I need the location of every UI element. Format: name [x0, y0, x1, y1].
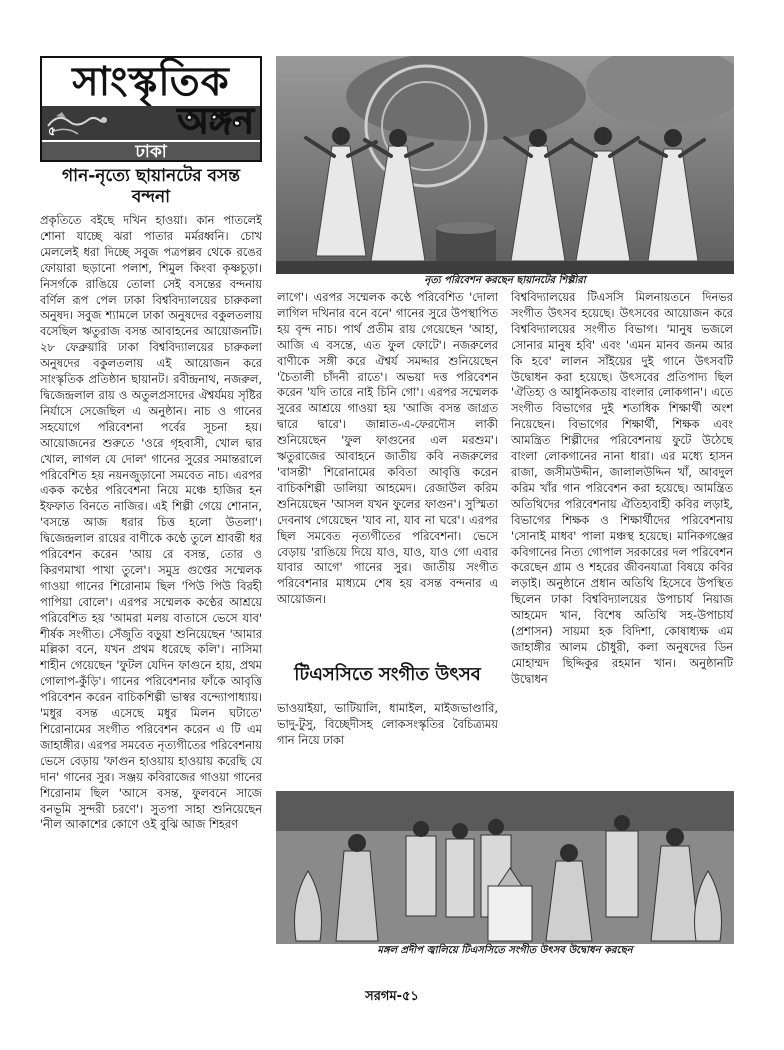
section-title-line1: সাংস্কৃতিক — [72, 59, 230, 105]
inauguration-photo-illustration-icon — [276, 791, 734, 944]
svg-text:৫: ৫ — [48, 124, 56, 138]
photo2-caption: মঙ্গল প্রদীপ জ্বালিয়ে টিএসসিতে সংগীত উৎসব উদ্বোধন করছেন — [377, 945, 633, 956]
section-masthead — [40, 56, 262, 162]
article2-column3: বিশ্ববিদ্যালয়ের টিএসসি মিলনায়তনে দিনভর সংগীত উৎসব হয়েছে। উৎসবের আয়োজন করে বিশ্ববিদ্যালয়ের সংগীত বিভাগ। 'মানুষ ভজলে সোনার মানুষ হবি' এবং 'এমন মানব জনম আর কি হবে' লালন সাঁইয়ের দুই গানে উৎসবটি উদ্বোধন করা হয়েছে। উৎসবের প্রতিপাদ্য ছিল 'ঐতিহ্য ও আধুনিকতায় বাংলার লোকগান'। এতে সংগীত বিভাগের দুই শতাধিক শিক্ষার্থী অংশ নিয়েছেন। বিভাগের শিক্ষার্থী, শিক্ষক এবং আমন্ত্রিত শিল্পীদের পরিবেশনায় ফুটে উঠেছে বাংলা লোকগানের নানা ধারা। এর মধ্যে হাসন রাজা, জসীমউদ্দীন, জালালউদ্দিন খাঁ, আবদুল করিম খাঁর গান পরিবেশন করা হয়েছে। আমন্ত্রিত অতিথিদের পরিবেশনায় ঐতিহ্যবাহী কবির লড়াই, বিভাগের শিক্ষক ও শিক্ষার্থীদের পরিবেশনায় 'সোনাই মাধব' পালা মঞ্চস্থ হয়েছে। মানিকগঞ্জের কবিগানের নিত্য গোপাল সরকারের দল পরিবেশন করেছেন গ্রাম ও শহরের জীবনযাত্রা বিষয়ে কবির লড়াই। অনুষ্ঠানে প্রধান অতিথি হিসেবে উপস্থিত ছিলেন ঢাকা বিশ্ববিদ্যালয়ের উপাচার্য নিয়াজ আহমেদ খান, বিশেষ অতিথি সহ-উপাচার্য (প্রশাসন) সায়মা হক বিদিশা, কোষাধ্যক্ষ এম জাহাঙ্গীর আলম চৌধুরী, কলা অনুষদের ডিন মোহাম্মদ ছিদ্দিকুর রহমান খান। অনুষ্ঠানটি উদ্বোধন — [511, 290, 733, 686]
section-title-line2: অঙ্গন — [177, 101, 254, 142]
dance-performance-photo — [276, 56, 734, 274]
dance-photo-illustration-icon — [276, 56, 734, 274]
photo1-caption: নৃত্য পরিবেশন করছেন ছায়ানটের শিল্পীরা — [424, 275, 586, 286]
article1-column2: লাগে'। এরপর সম্মেলক কণ্ঠে পরিবেশিত 'দোলা লাগিল দখিনার বনে বনে' গানের সুরে উপস্থাপিত হয় বৃন্দ নাচ। পার্থ প্রতীম রায় গেয়েছেন 'আহা, আজি এ বসন্তে, এত ফুল ফোটে'। নজরুলের বাণীকে সঙ্গী করে ঐশ্বর্য সমদ্দার শুনিয়েছেন 'চৈতালী চাঁদনী রাতে'। অভয়া দত্ত পরিবেশন করেন 'যদি তারে নাই চিনি গো'। এরপর সম্মেলক সুরের আশ্রয়ে গাওয়া হয় 'আজি বসন্ত জাগ্রত দ্বারে দ্বারে'। জান্নাত-এ-ফেরদৌস লাকী শুনিয়েছেন 'ফুল ফাগুনের এল মরশুম'। ঋতুরাজের আবাহনে জাতীয় কবি নজরুলের 'বাসন্তী' শিরোনামের কবিতা আবৃত্তি করেন বাচিকশিল্পী ডালিয়া আহমেদ। রেজাউল করিম শুনিয়েছেন 'আসল যখন ফুলের ফাগুন'। সুস্মিতা দেবনাথ গেয়েছেন 'যাব না, যাব না ঘরে'। এরপর ছিল সমবেত নৃত্যগীতের পরিবেশনা। ভেসে বেড়ায় 'রাঙিয়ে দিয়ে যাও, যাও, যাও গো এবার যাবার আগে' গানের সুর। জাতীয় সংগীত পরিবেশনার মাধ্যমে শেষ হয় বসন্ত বন্দনার এ আয়োজন। — [277, 290, 498, 607]
lamp-lighting-photo — [276, 791, 734, 944]
article1-headline: গান-নৃত্যে ছায়ানটের বসন্ত বন্দনা — [62, 166, 240, 207]
article2-column-start: ভাওয়াইয়া, ভাটিয়ালি, ধামাইল, মাইজভাণ্ডারি, ভাদু-টুসু, বিচ্ছেদীসহ লোকসংস্কৃতির বৈচিত্র্যময় গান নিয়ে ঢাকা — [277, 701, 498, 747]
article2-headline: টিএসসিতে সংগীত উৎসব — [294, 664, 481, 685]
page-number: সরগম-৫১ — [365, 989, 419, 1004]
section-city: ঢাকা — [42, 142, 260, 162]
article1-column1: প্রকৃতিতে বইছে দখিন হাওয়া। কান পাতলেই শোনা যাচ্ছে ঝরা পাতার মর্মরধ্বনি। চোখ মেললেই ধরা দিচ্ছে সবুজ পত্রপল্লব থেকে রঙের ফোয়ারা ছড়ানো পলাশ, শিমুল কিংবা কৃষ্ণচূড়া। নিসর্গকে রাঙিয়ে তোলা সেই বসন্তের বন্দনায় বর্ণিল রূপ পেল ঢাকা বিশ্ববিদ্যালয়ের চারুকলা অনুষদ। সবুজ শ্যামলে ঢাকা অনুষদের বকুলতলায় বসেছিল ঋতুরাজ বসন্ত আবাহনের আয়োজনটি। ২৮ ফেব্রুয়ারি ঢাকা বিশ্ববিদ্যালয়ের চারুকলা অনুষদের বকুলতলায় এই আয়োজন করে সাংস্কৃতিক প্রতিষ্ঠান ছায়ানট। রবীন্দ্রনাথ, নজরুল, দ্বিজেন্দ্রলাল রায় ও অতুলপ্রসাদের ঐশ্বর্যময় সৃষ্টির নির্যাসে সেজেছিল এ অনুষ্ঠান। নাচ ও গানের সহযোগে পরিবেশনা পর্বের সূচনা হয়। আয়োজনের শুরুতে 'ওরে গৃহবাসী, খোল দ্বার খোল, লাগল যে দোল' গানের সুরের সমান্তরালে পরিবেশিত হয় নয়নজুড়ানো সমবেত নাচ। এরপর একক কণ্ঠের পরিবেশনা নিয়ে মঞ্চে হাজির হন ইফফাত বিনতে নাজির। এই শিল্পী গেয়ে শোনান, 'বসন্তে আজ ধরার চিত্ত হলো উতলা'। দ্বিজেন্দ্রলাল রায়ের বাণীকে কণ্ঠে তুলে শ্রাবন্তী ধর পরিবেশন করেন 'আয় রে বসন্ত, তোর ও কিরণমাখা পাখা তুলে'। সমুদ্র গুপ্তের সম্মেলক গাওয়া গানের শিরোনাম ছিল 'পিউ পিউ বিরহী পাপিয়া বোলে'। এরপর সম্মেলক কণ্ঠের আশ্রয়ে পরিবেশিত হয় 'আমরা মলয় বাতাসে ভেসে যাব' শীর্ষক সংগীত। সেঁজুতি বড়ুয়া শুনিয়েছেন 'আমার মল্লিকা বনে, যখন প্রথম ধরেছে কলি'। নাসিমা শাহীন গেয়েছেন 'ফুটল যেদিন ফাগুনে হায়, প্রথম গোলাপ-কুঁড়ি'। গানের পরিবেশনার ফাঁকে আবৃত্তি পরিবেশন করেন বাচিকশিল্পী ভাস্বর বন্দ্যোপাধ্যায়। 'মধুর বসন্ত এসেছে মধুর মিলন ঘটাতে' শিরোনামের সংগীত পরিবেশন করেন এ টি এম জাহাঙ্গীর। এরপর সমবেত নৃত্যগীতের পরিবেশনায় ভেসে বেড়ায় 'ফাগুন হাওয়ায় হাওয়ায় করেছি যে দান' গানের সুর। সঞ্জয় কবিরাজের গাওয়া গানের শিরোনাম ছিল 'আসে বসন্ত, ফুলবনে সাজে বনভূমি সুন্দরী চরণে'। সুতপা সাহা শুনিয়েছেন 'নীল আকাশের কোণে ওই বুঝি আজ শিহরণ — [40, 213, 262, 832]
